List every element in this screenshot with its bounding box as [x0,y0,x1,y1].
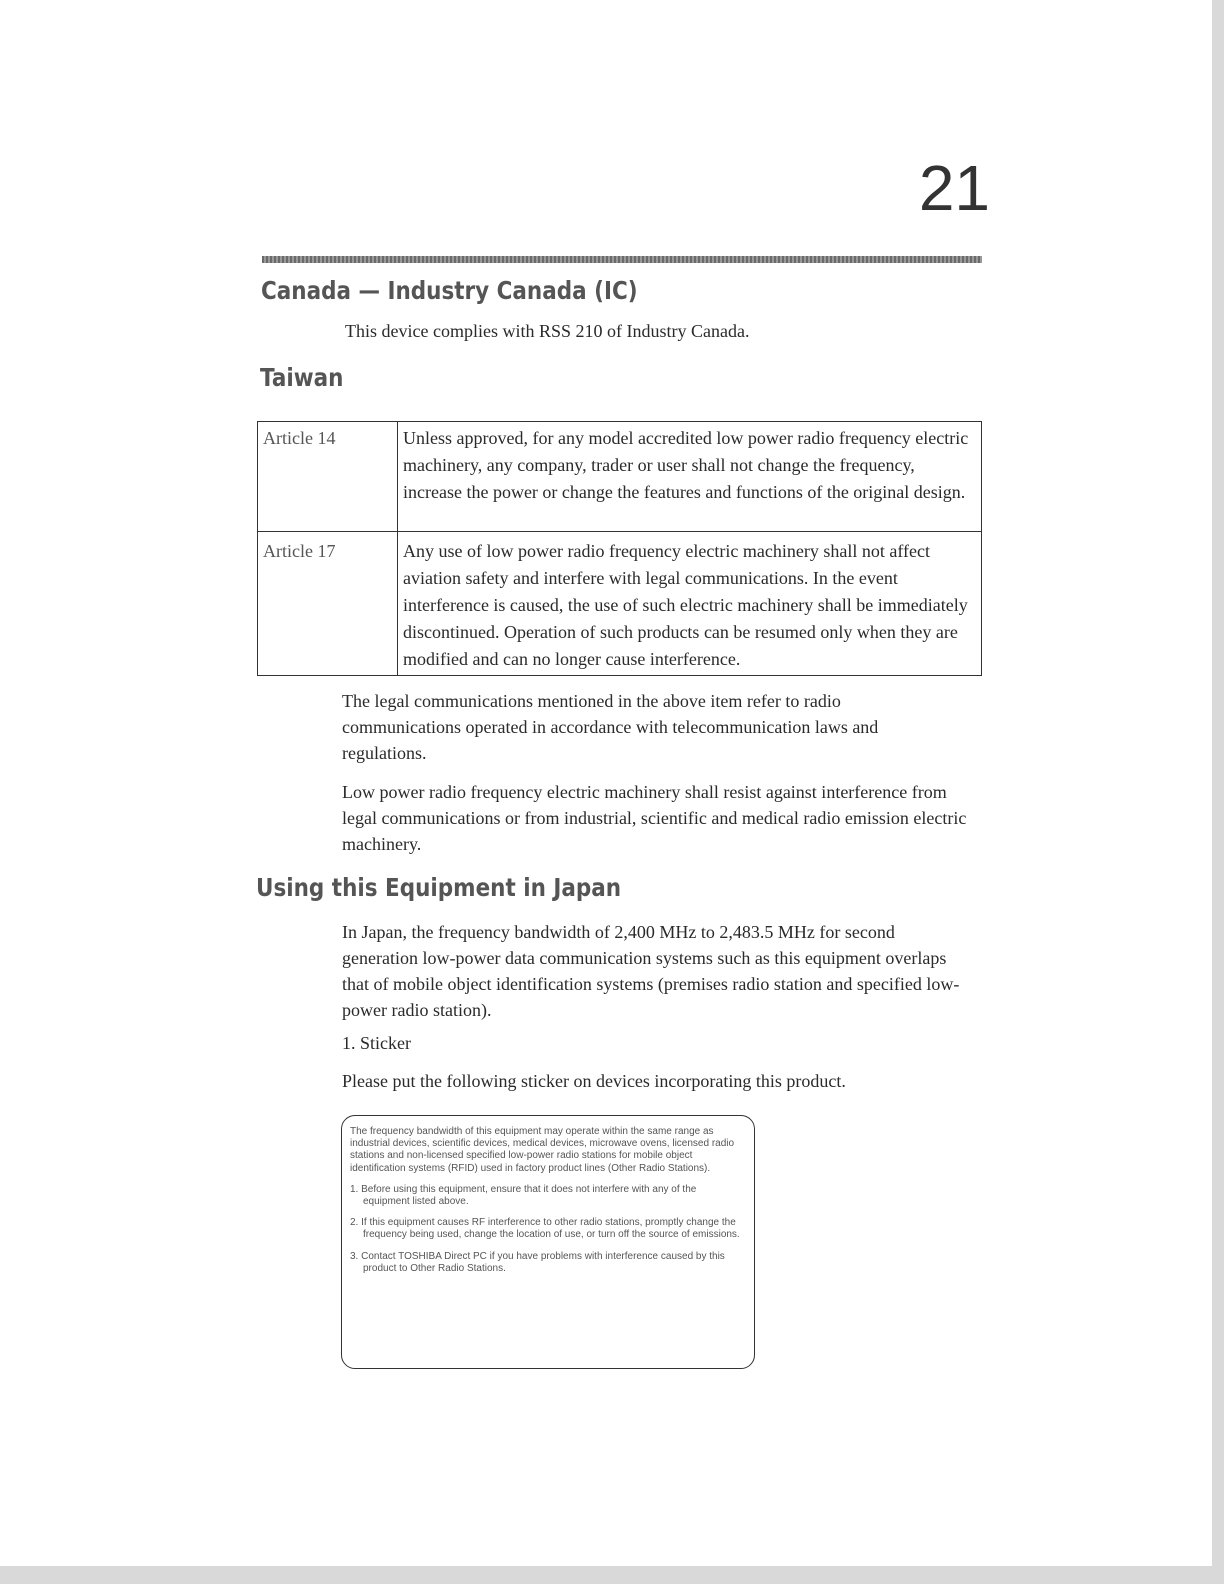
taiwan-articles-table [257,421,982,676]
canada-text: This device complies with RSS 210 of Industry Canada. [345,321,750,341]
article-label: Article 17 [258,532,398,676]
article-label: Article 14 [258,422,398,532]
table-row [258,532,982,676]
sticker-intro: The frequency bandwidth of this equipment may operate within the same range as industrial devices, scientific devices, medical devices, microwave ovens, licensed radio stations and non-licensed specified low-power radio stations for mobile object identification systems (RFID) used in factory product lines (Other Radio Stations). [350,1126,735,1174]
header-rule [262,256,982,263]
japan-list-item: 1. Sticker [342,1033,411,1053]
sticker-item: 1. Before using this equipment, ensure that it does not interfere with any of the equipment listed above. [350,1183,697,1208]
taiwan-heading: Taiwan [260,363,344,392]
japan-heading: Using this Equipment in Japan [256,873,622,902]
page-number: 21 [918,152,990,224]
taiwan-paragraph-1: The legal communications mentioned in the above item refer to radio communications operated in accordance with telecommunication laws and regulations. [342,691,879,763]
canada-heading: Canada — Industry Canada (IC) [261,276,638,305]
article-text: Unless approved, for any model accredited low power radio frequency electric machinery, any company, trader or user shall not change the frequency, increase the power or change the features and functions of the original design. [398,422,982,532]
table-row [258,422,982,532]
sticker-item: 2. If this equipment causes RF interference to other radio stations, promptly change the frequency being used, change the location of use, or turn off the source of emissions. [350,1217,740,1241]
japan-paragraph-2: Please put the following sticker on devices incorporating this product. [342,1071,846,1091]
sticker-box [341,1115,755,1369]
sticker-item: 3. Contact TOSHIBA Direct PC if you have problems with interference caused by this product to Other Radio Stations. [350,1250,725,1274]
taiwan-paragraph-2: Low power radio frequency electric machinery shall resist against interference from legal communications or from industrial, scientific and medical radio emission electric machinery. [342,782,967,854]
article-text: Any use of low power radio frequency electric machinery shall not affect aviation safety and interfere with legal communications. In the event interference is caused, the use of such electric machinery shall be immediately discontinued. Operation of such products can be resumed only when they are modified and can no longer cause interference. [398,532,982,676]
japan-paragraph-1: In Japan, the frequency bandwidth of 2,400 MHz to 2,483.5 MHz for second generation low-power data communication systems such as this equipment overlaps that of mobile object identification systems (premises radio station and specified low-power radio station). [342,922,960,1020]
